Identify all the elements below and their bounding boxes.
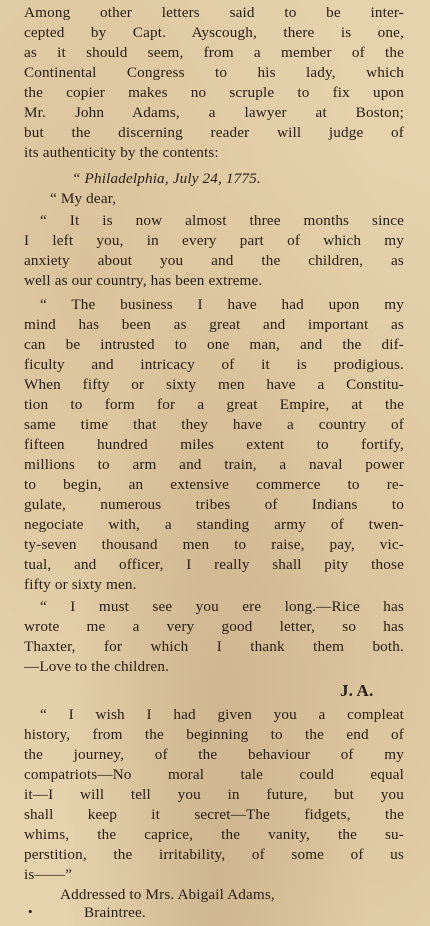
letter-line: is——” <box>24 866 72 883</box>
intro-line: Among other letters said to be inter- <box>24 4 404 21</box>
letter-line: to begin, an extensive commerce to re- <box>24 476 404 493</box>
letter-line: gulate, numerous tribes of Indians to <box>24 496 404 513</box>
letter-line: —Love to the children. <box>24 658 170 675</box>
letter-line: perstition, the irritability, of some of us <box>24 846 404 863</box>
letter-line: Thaxter, for which I thank them both. <box>24 638 404 655</box>
letter-line: history, from the beginning to the end of <box>24 726 404 743</box>
letter-line: “ The business I have had upon my <box>40 296 404 313</box>
letter-line: “ I must see you ere long.—Rice has <box>40 598 404 615</box>
intro-line: Mr. John Adams, a lawyer at Boston; <box>24 104 404 121</box>
letter-line: ty-seven thousand men to raise, pay, vic- <box>24 536 404 553</box>
letter-line: same time that they have a country of <box>24 416 404 433</box>
intro-line: its authenticity by the contents: <box>24 144 219 161</box>
letter-line: compatriots—No moral tale could equal <box>24 766 404 783</box>
letter-line: tion to form for a great Empire, at the <box>24 396 404 413</box>
letter-line: tual, and officer, I really shall pity those <box>24 556 404 573</box>
letter-line: anxiety about you and the children, as <box>24 252 404 269</box>
letter-line: mind has been as great and important as <box>24 316 404 333</box>
letter-line: the journey, of the behaviour of my <box>24 746 404 763</box>
letter-line: ficulty and intricacy of it is prodigious. <box>24 356 404 373</box>
letter-line: millions to arm and train, a naval power <box>24 456 404 473</box>
letter-line: whims, the caprice, the vanity, the su- <box>24 826 404 843</box>
letter-line: wrote me a very good letter, so has <box>24 618 404 635</box>
letter-line: shall keep it secret—The fidgets, the <box>24 806 404 823</box>
letter-line: fifteen hundred miles extent to fortify, <box>24 436 404 453</box>
intro-line: the copier makes no scruple to fix upon <box>24 84 404 101</box>
salutation: “ My dear, <box>50 190 117 207</box>
bullet-mark: • <box>28 904 33 919</box>
intro-line: cepted by Capt. Ayscough, there is one, <box>24 24 404 41</box>
letter-line: it—I will tell you in future, but you <box>24 786 404 803</box>
intro-line: Continental Congress to his lady, which <box>24 64 404 81</box>
dateline: “ Philadelphia, July 24, 1775. <box>72 170 261 187</box>
letter-line: fifty or sixty men. <box>24 576 137 593</box>
signature: J. A. <box>340 682 374 700</box>
letter-line: can be intrusted to one man, and the dif- <box>24 336 404 353</box>
letter-line: “ It is now almost three months since <box>40 212 404 229</box>
letter-line: When fifty or sixty men have a Constitu- <box>24 376 404 393</box>
letter-line: well as our country, has been extreme. <box>24 272 263 289</box>
address-line: Braintree. <box>84 904 146 921</box>
intro-line: as it should seem, from a member of the <box>24 44 404 61</box>
letter-line: “ I wish I had given you a compleat <box>40 706 404 723</box>
letter-line: negociate with, a standing army of twen- <box>24 516 404 533</box>
intro-line: but the discerning reader will judge of <box>24 124 404 141</box>
address-line: Addressed to Mrs. Abigail Adams, <box>60 886 275 903</box>
letter-line: I left you, in every part of which my <box>24 232 404 249</box>
